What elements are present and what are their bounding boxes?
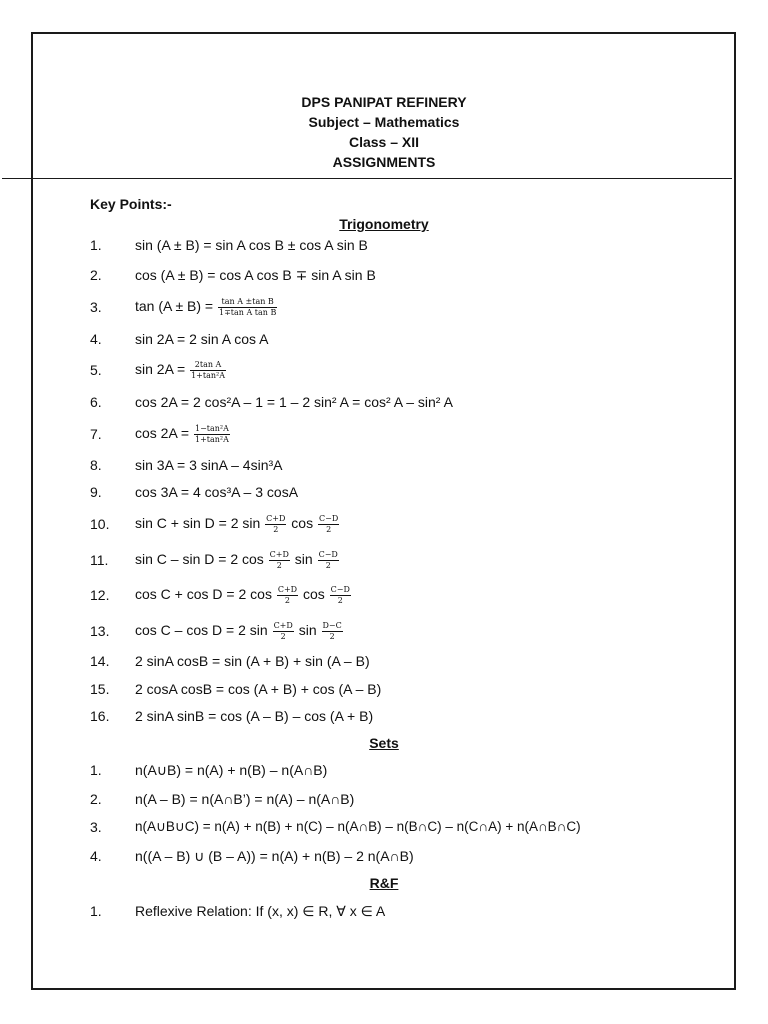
list-item — [90, 649, 370, 673]
formula-lhs: sin 2A = — [135, 360, 190, 377]
list-item — [90, 583, 352, 607]
list-item — [90, 844, 414, 868]
fraction — [265, 514, 286, 535]
item-number: 5. — [90, 362, 102, 378]
list-item — [90, 390, 453, 414]
formula — [135, 550, 340, 571]
formula-lhs: sin C + sin D = 2 sin — [135, 514, 265, 531]
denominator: 2 — [273, 524, 279, 534]
formula — [135, 360, 227, 381]
item-number: 1. — [90, 237, 102, 253]
item-number: 9. — [90, 484, 102, 500]
formula: 2 cosA cosB = cos (A + B) + cos (A – B) — [135, 681, 382, 697]
formula — [135, 424, 231, 445]
item-number: 3. — [90, 299, 102, 315]
formula: n(A – B) = n(A∩B’) = n(A) – n(A∩B) — [135, 791, 355, 807]
formula — [135, 514, 340, 535]
list-item — [90, 619, 344, 643]
section-title-sets: Sets — [369, 735, 399, 751]
item-number: 2. — [90, 267, 102, 283]
fraction — [218, 297, 277, 318]
formula-mid: cos — [299, 585, 329, 602]
formula: cos (A ± B) = cos A cos B ∓ sin A sin B — [135, 266, 376, 283]
assignments-title: ASSIGNMENTS — [332, 154, 436, 170]
denominator: 1∓tan A tan B — [219, 307, 277, 317]
item-number: 15. — [90, 681, 110, 697]
fraction — [318, 550, 339, 571]
fraction — [318, 514, 339, 535]
item-number: 8. — [90, 457, 102, 473]
header-divider — [2, 178, 732, 179]
item-number: 14. — [90, 653, 110, 669]
item-number: 2. — [90, 791, 102, 807]
formula-mid: sin — [290, 550, 317, 567]
fraction — [277, 585, 298, 606]
denominator: 2 — [325, 560, 331, 570]
numerator: 1−tan²A — [194, 423, 229, 433]
fraction — [190, 360, 226, 381]
list-item — [90, 295, 278, 319]
formula-lhs: cos C – cos D = 2 sin — [135, 621, 272, 638]
item-number: 12. — [90, 587, 110, 603]
list-item — [90, 899, 385, 923]
item-number: 11. — [90, 552, 109, 568]
list-item — [90, 233, 368, 257]
numerator: D−C — [322, 620, 342, 630]
numerator: C+D — [269, 549, 289, 559]
formula — [135, 585, 352, 606]
item-number: 10. — [90, 516, 110, 532]
numerator: tan A ±tan B — [218, 297, 277, 308]
list-item — [90, 453, 282, 477]
item-number: 7. — [90, 426, 102, 442]
formula: cos 2A = 2 cos²A – 1 = 1 – 2 sin² A = cos² A – sin² A — [135, 394, 453, 410]
formula: sin 3A = 3 sinA – 4sin³A — [135, 457, 283, 473]
formula — [135, 297, 278, 318]
item-number: 4. — [90, 848, 102, 864]
formula: sin 2A = 2 sin A cos A — [135, 331, 269, 347]
formula-mid: cos — [287, 514, 317, 531]
item-number: 1. — [90, 762, 102, 778]
item-number: 3. — [90, 819, 102, 835]
formula-lhs: cos 2A = — [135, 424, 193, 441]
formula: cos 3A = 4 cos³A – 3 cosA — [135, 484, 299, 500]
fraction — [273, 621, 294, 642]
list-item — [90, 758, 327, 782]
class-line: Class – XII — [348, 134, 420, 150]
formula: sin (A ± B) = sin A cos B ± cos A sin B — [135, 237, 368, 253]
numerator: 2tan A — [190, 360, 226, 371]
formula-lhs: sin C – sin D = 2 cos — [135, 550, 268, 567]
item-number: 4. — [90, 331, 102, 347]
list-item — [90, 677, 381, 701]
fraction — [269, 550, 290, 571]
denominator: 2 — [329, 631, 335, 641]
numerator: C−D — [319, 513, 339, 523]
formula — [135, 621, 344, 642]
formula: n(A∪B∪C) = n(A) + n(B) + n(C) – n(A∩B) – n(B∩C) – n(C∩A) + n(A∩B∩C) — [135, 819, 581, 834]
formula: 2 sinA sinB = cos (A – B) – cos (A + B) — [135, 708, 374, 724]
formula-lhs: cos C + cos D = 2 cos — [135, 585, 276, 602]
denominator: 1+tan²A — [194, 434, 229, 444]
fraction — [194, 424, 230, 445]
denominator: 1+tan²A — [191, 370, 226, 380]
section-title-trigonometry: Trigonometry — [339, 216, 429, 232]
denominator: 2 — [280, 631, 286, 641]
denominator: 2 — [326, 524, 332, 534]
list-item — [90, 815, 581, 839]
formula-lhs: tan (A ± B) = — [135, 297, 217, 314]
numerator: C−D — [330, 584, 350, 594]
fraction — [330, 585, 351, 606]
list-item — [90, 422, 231, 446]
list-item — [90, 704, 373, 728]
formula: n(A∪B) = n(A) + n(B) – n(A∩B) — [135, 761, 328, 778]
section-title-rf: R&F — [369, 875, 399, 891]
formula: 2 sinA cosB = sin (A + B) + sin (A – B) — [135, 653, 370, 669]
numerator: C+D — [273, 620, 293, 630]
numerator: C+D — [266, 513, 286, 523]
document-header — [0, 92, 768, 172]
list-item — [90, 480, 298, 504]
denominator: 2 — [337, 595, 343, 605]
subject-line: Subject – Mathematics — [308, 114, 460, 130]
formula: Reflexive Relation: If (x, x) ∈ R, ∀ x ∈ A — [135, 902, 386, 919]
item-number: 13. — [90, 623, 110, 639]
list-item — [90, 327, 268, 351]
formula-mid: sin — [294, 621, 321, 638]
school-name: DPS PANIPAT REFINERY — [301, 94, 467, 110]
fraction — [322, 621, 343, 642]
item-number: 1. — [90, 903, 102, 919]
list-item — [90, 263, 376, 287]
formula: n((A – B) ∪ (B – A)) = n(A) + n(B) – 2 n(A∩B) — [135, 847, 414, 864]
list-item — [90, 512, 340, 536]
item-number: 6. — [90, 394, 102, 410]
numerator: C+D — [277, 584, 298, 594]
denominator: 2 — [276, 560, 282, 570]
numerator: C−D — [318, 549, 338, 559]
key-points-label: Key Points:- — [90, 196, 172, 212]
list-item — [90, 787, 354, 811]
list-item — [90, 548, 340, 572]
item-number: 16. — [90, 708, 110, 724]
denominator: 2 — [284, 595, 291, 605]
list-item — [90, 358, 227, 382]
